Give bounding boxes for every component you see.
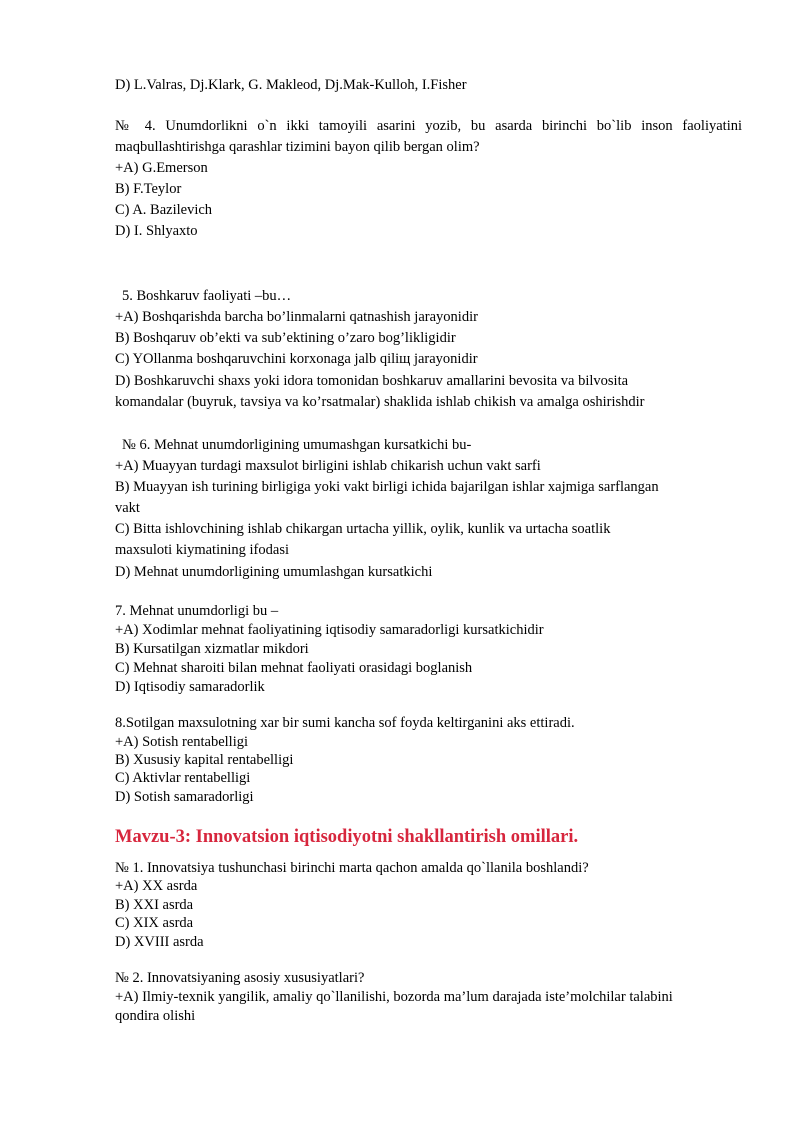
t3-q1-option-d: D) XVIII asrda [115, 934, 204, 950]
q4-option-d: D) I. Shlyaxto [115, 223, 198, 239]
t3-q2-question: № 2. Innovatsiyaning asosiy xususiyatlari? [115, 970, 365, 986]
q6-option-b-line-2: vakt [115, 500, 140, 516]
q6-option-c-line-1: C) Bitta ishlovchining ishlab chikargan urtacha yillik, oylik, kunlik va urtacha soatlik [115, 521, 611, 537]
q5-option-c: C) YOllanma boshqaruvchini korxonaga jalb qiliщ jarayonidir [115, 351, 478, 367]
q5-option-a: +A) Boshqarishda barcha bo’linmalarni qatnashish jarayonidir [115, 309, 478, 325]
q7-question: 7. Mehnat unumdorligi bu – [115, 603, 279, 619]
q6-option-a: +A) Muayyan turdagi maxsulot birligini ishlab chikarish uchun vakt sarfi [115, 458, 541, 474]
q3-option-d: D) L.Valras, Dj.Klark, G. Makleod, Dj.Mak-Kulloh, I.Fisher [115, 77, 467, 93]
q8-option-b: B) Xususiy kapital rentabelligi [115, 752, 294, 768]
t3-q1-option-a: +A) XX asrda [115, 878, 198, 894]
q4-question-line-1: № 4. Unumdorlikni o`n ikki tamoyili asarini yozib, bu asarda birinchi bo`lib inson faoliyatini [115, 118, 742, 134]
q6-option-d: D) Mehnat unumdorligining umumlashgan kursatkichi [115, 564, 433, 580]
q8-option-d: D) Sotish samaradorligi [115, 789, 254, 805]
q8-option-c: C) Aktivlar rentabelligi [115, 770, 251, 786]
t3-q2-option-a-line-2: qondira olishi [115, 1008, 196, 1024]
t3-q1-question: № 1. Innovatsiya tushunchasi birinchi marta qachon amalda qo`llanila boshlandi? [115, 860, 589, 876]
q5-option-d-line-2: komandalar (buyruk, tavsiya va ko’rsatmalar) shaklida ishlab chikish va amalga oshirishdir [115, 394, 645, 410]
q7-option-b: B) Kursatilgan xizmatlar mikdori [115, 641, 309, 657]
q4-option-b: B) F.Teylor [115, 181, 182, 197]
q8-question: 8.Sotilgan maxsulotning xar bir sumi kancha sof foyda keltirganini aks ettiradi. [115, 715, 575, 731]
q8-option-a: +A) Sotish rentabelligi [115, 734, 249, 750]
q4-option-c: C) A. Bazilevich [115, 202, 213, 218]
q4-question-line-2: maqbullashtirishga qarashlar tizimini bayon qilib bergan olim? [115, 139, 480, 155]
q6-option-c-line-2: maxsuloti kiymatining ifodasi [115, 542, 289, 558]
t3-q1-option-b: B) XXI asrda [115, 897, 194, 913]
q6-question: № 6. Mehnat unumdorligining umumashgan kursatkichi bu- [122, 437, 472, 453]
q5-option-d-line-1: D) Boshkaruvchi shaxs yoki idora tomonidan boshkaruv amallarini bevosita va bilvosita [115, 373, 629, 389]
q7-option-c: C) Mehnat sharoiti bilan mehnat faoliyati orasidagi boglanish [115, 660, 473, 676]
q6-option-b-line-1: B) Muayyan ish turining birligiga yoki vakt birligi ichida bajarilgan ishlar xajmiga sarflangan [115, 479, 659, 495]
q7-option-a: +A) Xodimlar mehnat faoliyatining iqtisodiy samaradorligi kursatkichidir [115, 622, 544, 638]
q7-option-d: D) Iqtisodiy samaradorlik [115, 679, 265, 695]
t3-q1-option-c: C) XIX asrda [115, 915, 194, 931]
topic-heading: Mavzu-3: Innovatsion iqtisodiyotni shakllantirish omillari. [115, 827, 579, 847]
q5-question: 5. Boshkaruv faoliyati –bu… [122, 288, 292, 304]
t3-q2-option-a-line-1: +A) Ilmiy-texnik yangilik, amaliy qo`llanilishi, bozorda ma’lum darajada iste’molchilar talabini [115, 989, 673, 1005]
q5-option-b: B) Boshqaruv ob’ekti va sub’ektining o’zaro bog’likligidir [115, 330, 456, 346]
q4-option-a: +A) G.Emerson [115, 160, 208, 176]
